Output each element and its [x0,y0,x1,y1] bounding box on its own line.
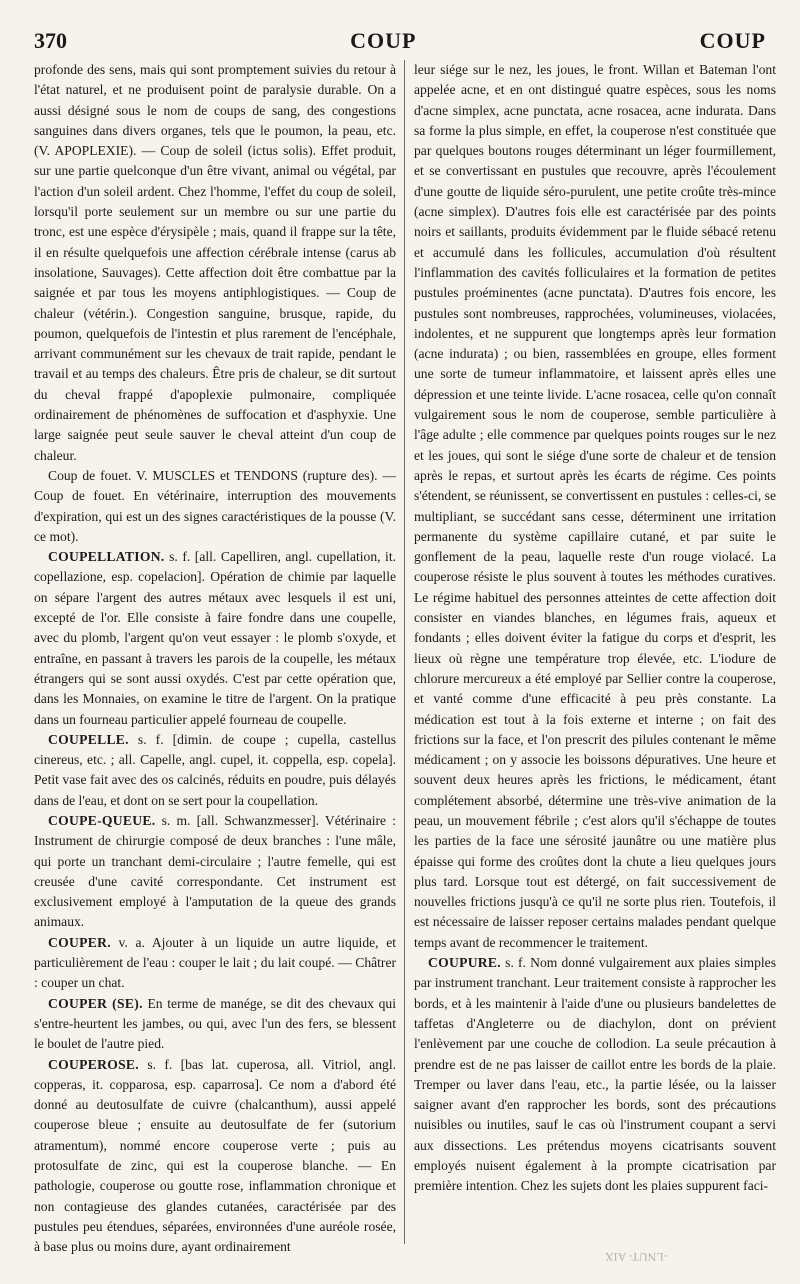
entry-coupelle: COUPELLE. s. f. [dimin. de coupe ; cupella, castellus cinereus, etc. ; all. Capelle, angl. cupel, it. coppella, esp. copela]. Petit vase fait avec des os calcinés, réduits en poudre, puis délayés dans de l'eau, et dont on se sert pour la coupellation. [34,731,397,808]
paragraph-coup-de-fouet: Coup de fouet. V. MUSCLES et TENDONS (rupture des). — Coup de fouet. En vétérinaire, interruption des mouvements d'expiration, qui est un des signes caractéristiques de la pousse (V. ce mot). [34,467,397,544]
entry-coupellation: COUPELLATION. s. f. [all. Capelliren, angl. cupellation, it. copellazione, esp. copelacion]. Opération de chimie par laquelle on sépare l'argent des autres métaux avec lesquels il est uni, excepté de l'or. Elle consiste à faire fondre dans une coupelle, avec du plomb, l'argent qu'on veut essayer : le plomb s'oxyde, et entraîne, en passant à travers les parois de la coupelle, les métaux étrangers qui se sont aussi oxydés. C'est par cette opération que, dans les Monnaies, on examine le titre de l'argent. On la pratique dans un fourneau particulier appelé fourneau de coupelle. [34,549,397,727]
page-number: 370 [34,28,67,53]
headword: COUPE-QUEUE. [48,812,156,828]
page-header [34,26,766,56]
headword: COUPEROSE. [48,1056,139,1072]
right-column [405,60,776,1244]
headword: COUPURE. [427,955,501,971]
bleed-through-mark: -LNUT- AIX [605,1250,668,1264]
entry-coupe-queue: COUPE-QUEUE. s. m. [all. Schwanzmesser]. Vétérinaire : Instrument de chirurgie composé de deux branches : l'une mâle, qui porte un tranchant demi-circulaire ; l'autre femelle, qui est creusée d'une cavité correspondante. Cet instrument est exclusivement employé à l'amputation de la queue des grands animaux. [34,812,397,930]
running-head-left: COUP [350,28,417,53]
paragraph-coup-continued: profonde des sens, mais qui sont promptement suivies du retour à l'état naturel, et ne produisent point de paralysie durable. On a aussi désigné sous le nom de coups de sang, des congestions sanguines dans divers organes, tels que le poumon, la peau, etc. (V. APOPLEXIE). — Coup de soleil (ictus solis). Effet produit, sur une partie quelconque d'un être vivant, animal ou végétal, par l'action d'un soleil ardent. Chez l'homme, l'effet du coup de soleil, lorsqu'il porte seulement sur un membre ou sur une partie du tronc, est une espèce d'érysipèle ; mais, quand il frappe sur la tête, il en résulte quelquefois une affection cérébrale intense (carus ab insolatione, Sauvages). Cette affection doit être combattue par la saignée et par tous les moyens antiphlogistiques. — Coup de chaleur (vétérin.). Congestion sanguine, brusque, rapide, du poumon, quelquefois de l'intestin et plus rarement de l'encéphale, arrivant communément sur les chevaux de trait rapide, pendant le travail et au temps des chaleurs. Être pris de chaleur, se dit surtout du cheval frappé d'apoplexie pulmonaire, compliquée ordinairement de phénomènes de suffocation et d'asphyxie. Une large saignée peut seule sauver le cheval atteint d'un coup de chaleur. [34,62,397,463]
entry-couper: COUPER. v. a. Ajouter à un liquide un autre liquide, et particulièrement de l'eau : couper le lait ; du lait coupé. — Châtrer : couper un chat. [34,934,397,991]
headword: COUPER (SE). [48,995,143,1011]
headword: COUPER. [48,934,111,950]
entry-coupure: COUPURE. s. f. Nom donné vulgairement aux plaies simples par instrument tranchant. Leur traitement consiste à rapprocher les bords, et à les maintenir à l'aide d'une ou plusieurs bandelettes de taffetas d'Angleterre ou de diachylon, dont on prévient l'enlèvement par une couche de collodion. La seule précaution à prendre est de ne pas laisser de caillot entre les bords de la plaie. Tremper ou laver dans l'eau, etc., la partie lésée, ou la laisser saigner avant d'en rapprocher les bords, sont des précautions nuisibles ou inutiles, sauf le cas où l'instrument coupant a servi aux dissections. Les prétendus moyens cicatrisants souvent employés nuisent également à la prompte cicatrisation par première intention. Chez les sujets dont les plaies suppurent faci- [413,955,776,1194]
headword: COUPELLATION. [48,549,165,565]
entry-couperose: COUPEROSE. s. f. [bas lat. cuperosa, all. Vitriol, angl. copperas, it. copparosa, esp. caparrosa]. Ce nom a d'abord été donné au deutosulfate de cuivre (chalcanthum), aussi appelé couperose bleue ; ensuite au deutosulfate de fer (sutorium atramentum), nommé encore couperose verte ; puis au protosulfate de zinc, qui est la couperose blanche. — En pathologie, couperose ou goutte rose, inflammation chronique et non contagieuse des glandes cutanées, caractérisée par des pustules peu étendues, séparées, environnées d'une auréole rosée, à base plus ou moins dure, ayant ordinairement [34,1056,397,1255]
paragraph-couperose-continued: leur siége sur le nez, les joues, le front. Willan et Bateman l'ont appelée acne, et en ont distingué quatre espèces, sous les noms d'acne simplex, acne punctata, acne rosacea, acne indurata. Dans sa forme la plus simple, en effet, la couperose n'est constituée que par quelques boutons rouges déterminant un léger fourmillement, et se convertissant en pustules que recouvre, après l'écoulement d'une goutte de liquide séro-purulent, une petite croûte très-mince (acne simplex). D'autres fois elle est caractérisée par des points noirs et saillants, produits évidemment par le fluide sébacé retenu et accumulé dans les follicules, accumulation d'où résultent l'inflammation des cavités folliculaires et la formation de petites pustules proéminentes (acne punctata). D'autres fois encore, les pustules sont nombreuses, rapprochées, volumineuses, violacées, indolentes, et ne suppurent que longtemps après leur formation (acne indurata) ; ou bien, rassemblées en groupe, elles forment une sorte de tumeur inflammatoire, et laissent après elles une dépression et une teinte livide. L'acne rosacea, celle qu'on connaît vulgairement sous le nom de couperose, semble particulière à l'âge adulte ; elle commence par quelques points rouges sur le nez et les joues, qui sont le siége d'une sorte de chaleur et de tension après le repas, et surtout après les écarts de régime. Ces points s'étendent, se réunissent, se convertissent en pustules : celles-ci, se multipliant, se succédant sans cesse, déterminent une irritation permanente du système capillaire cutané, et par suite le gonflement de la peau, laquelle reste d'un rouge violacé. La couperose résiste le plus souvent à toutes les méthodes curatives. Le régime habituel des personnes atteintes de cette affection doit consister en viandes blanches, en légumes frais, aqueux et fondants ; elles doivent éviter la fatigue du corps et d'esprit, les lieux où règne une température trop élevée, etc. L'iodure de chlorure mercureux a été employé par Sellier contre la couperose, et vanté comme d'une efficacité à peu près constante. La médication est tout à la fois externe et interne ; on fait des frictions sur la face, et l'on prescrit des pilules contenant le même médicament ; on y associe les boissons dépuratives. Une heure et souvent deux heures après les frictions, le médicament, étant complétement absorbé, détermine une très-vive animation de la peau, un mouvement fébrile ; c'est alors qu'il s'échappe de toutes les parties de la face une sérosité jaunâtre ou une matière plus épaisse qui forme des croûtes dont la chute a lieu quelques jours plus tard. Lorsque tout est détergé, on fait successivement de nouvelles frictions jusqu'à ce qu'il ne sorte plus rien. Toutefois, il est nécessaire de laisser reposer certains malades pendant quelque temps avant de recommencer le traitement. [413,62,776,950]
entry-couper-se: COUPER (SE). En terme de manége, se dit des chevaux qui s'entre-heurtent les jambes, ou qui, avec l'un des fers, se blessent le boulet de l'autre pied. [34,995,397,1052]
running-head-right: COUP [699,28,766,53]
left-column [34,60,404,1255]
headword: COUPELLE. [48,731,129,747]
text-columns [34,60,776,1255]
